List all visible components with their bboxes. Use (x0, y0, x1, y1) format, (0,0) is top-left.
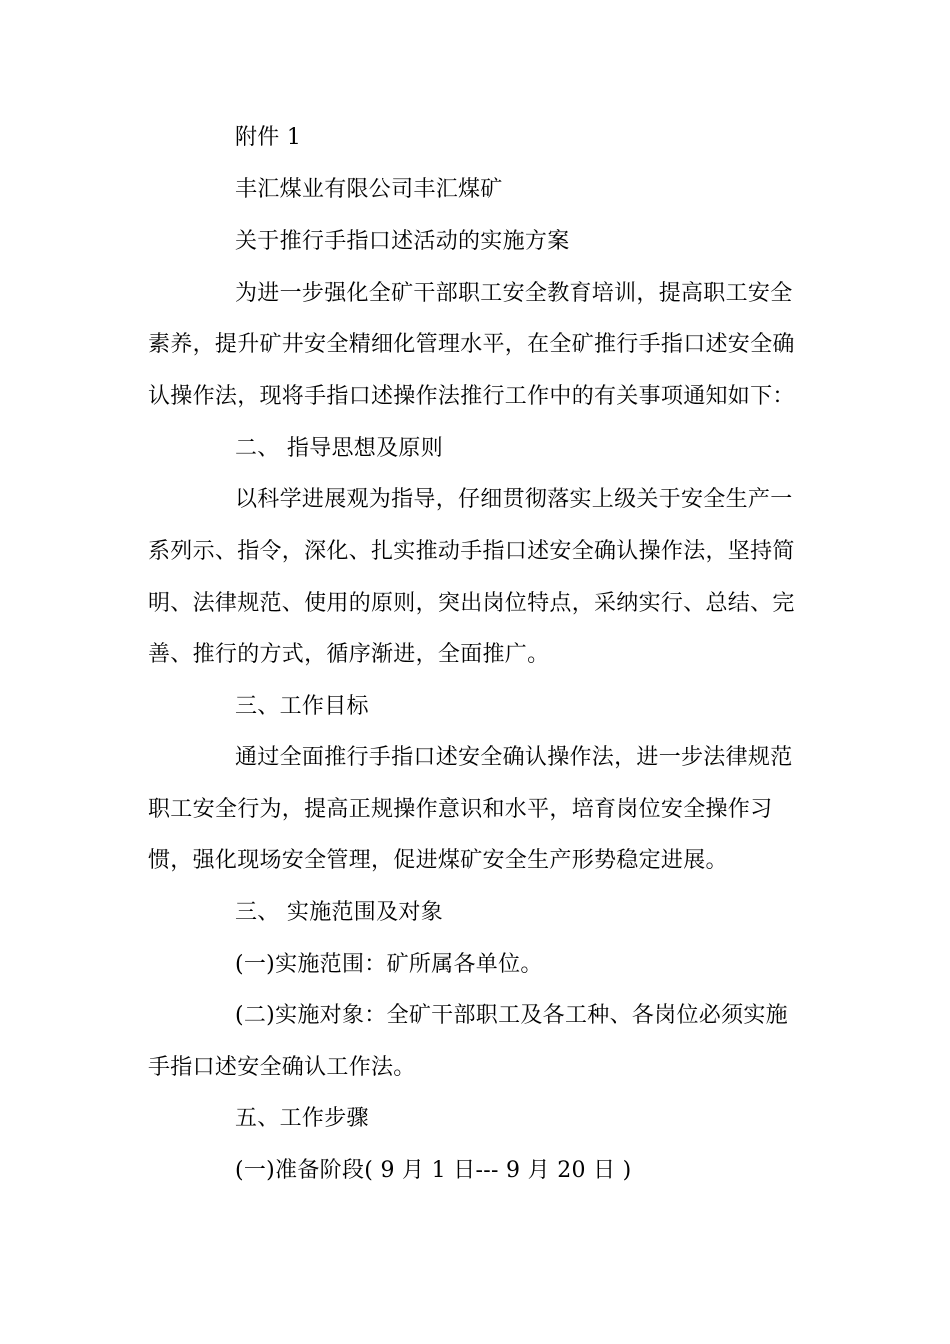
section-heading-scope: 三、 实施范围及对象 (235, 900, 443, 925)
goal-line: 通过全面推行手指口述安全确认操作法，进一步法律规范 (235, 745, 793, 770)
goal-line: 惯，强化现场安全管理，促进煤矿安全生产形势稳定进展。 (148, 848, 728, 873)
steps-item: (一)准备阶段( 9 月 1 日--- 9 月 20 日 ) (235, 1158, 632, 1183)
company-name: 丰汇煤业有限公司丰汇煤矿 (235, 177, 503, 202)
guiding-line: 善、推行的方式，循序渐进，全面推广。 (148, 642, 550, 667)
scope-item: 手指口述安全确认工作法。 (148, 1055, 416, 1080)
intro-line: 素养，提升矿井安全精细化管理水平，在全矿推行手指口述安全确 (148, 332, 795, 357)
goal-line: 职工安全行为，提高正规操作意识和水平，培育岗位安全操作习 (148, 797, 773, 822)
scope-item: (一)实施范围：矿所属各单位。 (235, 952, 543, 977)
intro-line: 认操作法，现将手指口述操作法推行工作中的有关事项通知如下： (148, 384, 795, 409)
guiding-line: 系列示、指令，深化、扎实推动手指口述安全确认操作法，坚持简 (148, 539, 795, 564)
section-heading-goal: 三、工作目标 (235, 694, 369, 719)
intro-line: 为进一步强化全矿干部职工安全教育培训，提高职工安全 (235, 281, 793, 306)
scope-item: (二)实施对象：全矿干部职工及各工种、各岗位必须实施 (235, 1003, 788, 1028)
guiding-line: 以科学进展观为指导，仔细贯彻落实上级关于安全生产一 (235, 487, 793, 512)
guiding-line: 明、法律规范、使用的原则，突出岗位特点，采纳实行、总结、完 (148, 591, 795, 616)
attachment-label: 附件 1 (235, 125, 302, 150)
section-heading-steps: 五、工作步骤 (235, 1106, 369, 1131)
document-title: 关于推行手指口述活动的实施方案 (235, 229, 570, 254)
section-heading-guiding: 二、 指导思想及原则 (235, 436, 443, 461)
